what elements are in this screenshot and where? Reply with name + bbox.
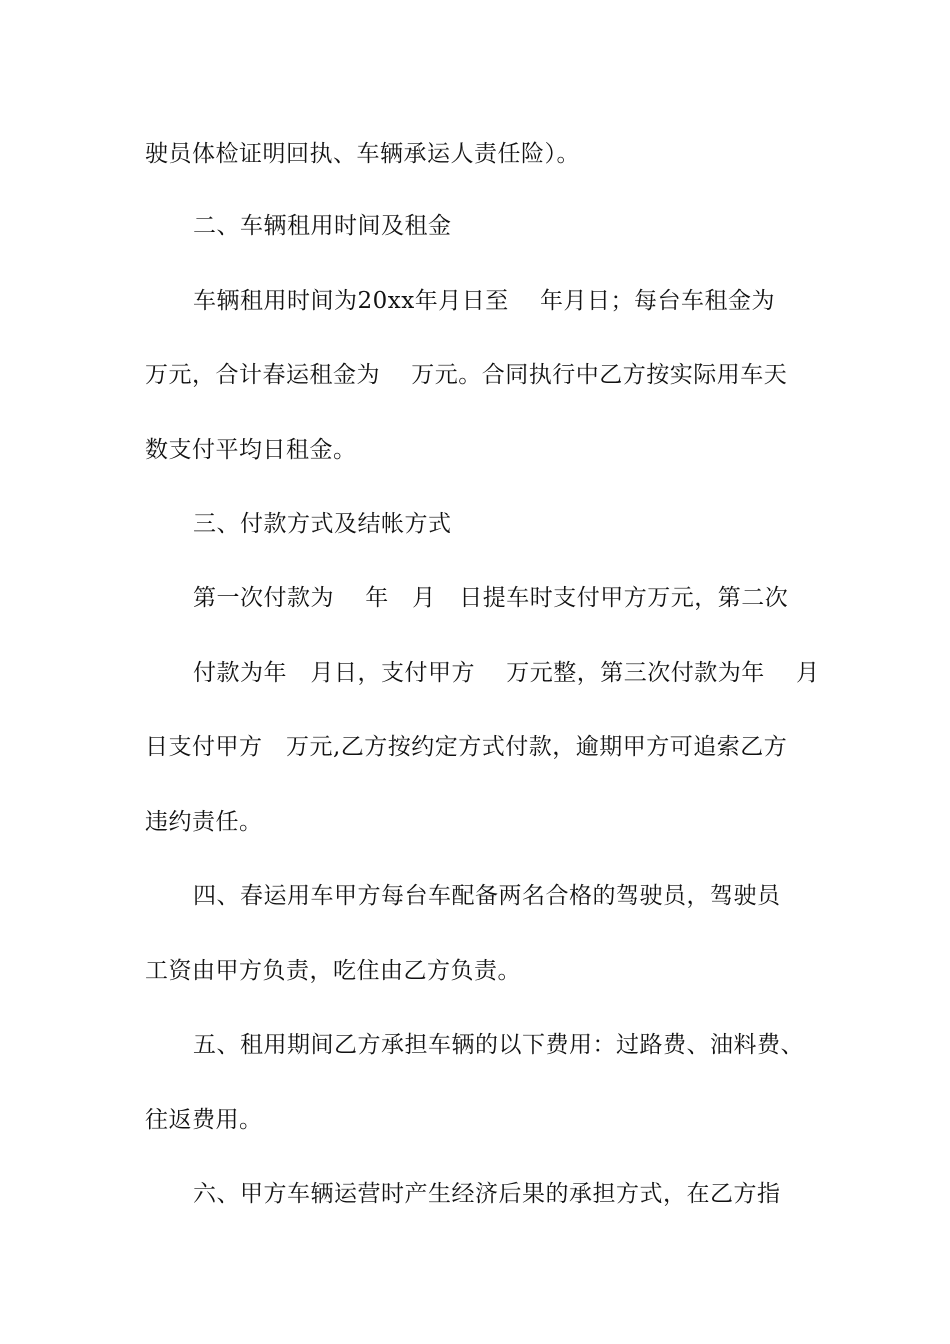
section-heading-payment: 三、付款方式及结帐方式 [193,511,452,537]
paragraph-rental-time-line-3: 数支付平均日租金。 [145,437,357,463]
section-drivers-line-2: 工资由甲方负责，吃住由乙方负责。 [145,958,521,984]
paragraph-payment-line-4: 违约责任。 [145,809,263,835]
section-heading-rental-time: 二、车辆租用时间及租金 [193,213,452,239]
section-costs-line-2: 往返费用。 [145,1107,263,1133]
paragraph-rental-time-line-1: 车辆租用时间为20xx年月日至 年月日；每台车租金为 [193,288,776,314]
paragraph-payment-line-3: 日支付甲方 万元,乙方按约定方式付款，逾期甲方可追索乙方 [145,734,788,760]
section-costs-line-1: 五、租用期间乙方承担车辆的以下费用：过路费、油料费、 [193,1032,804,1058]
paragraph-payment-line-2: 付款为年 月日，支付甲方 万元整，第三次付款为年 月 [193,660,820,686]
paragraph-payment-line-1: 第一次付款为 年 月 日提车时支付甲方万元，第二次 [193,585,789,611]
section-drivers-line-1: 四、春运用车甲方每台车配备两名合格的驾驶员，驾驶员 [193,883,781,909]
text-line-continuation: 驶员体检证明回执、车辆承运人责任险）。 [145,141,580,167]
paragraph-rental-time-line-2: 万元，合计春运租金为 万元。合同执行中乙方按实际用车天 [145,362,788,388]
section-liability-line-1: 六、甲方车辆运营时产生经济后果的承担方式，在乙方指 [193,1181,781,1207]
